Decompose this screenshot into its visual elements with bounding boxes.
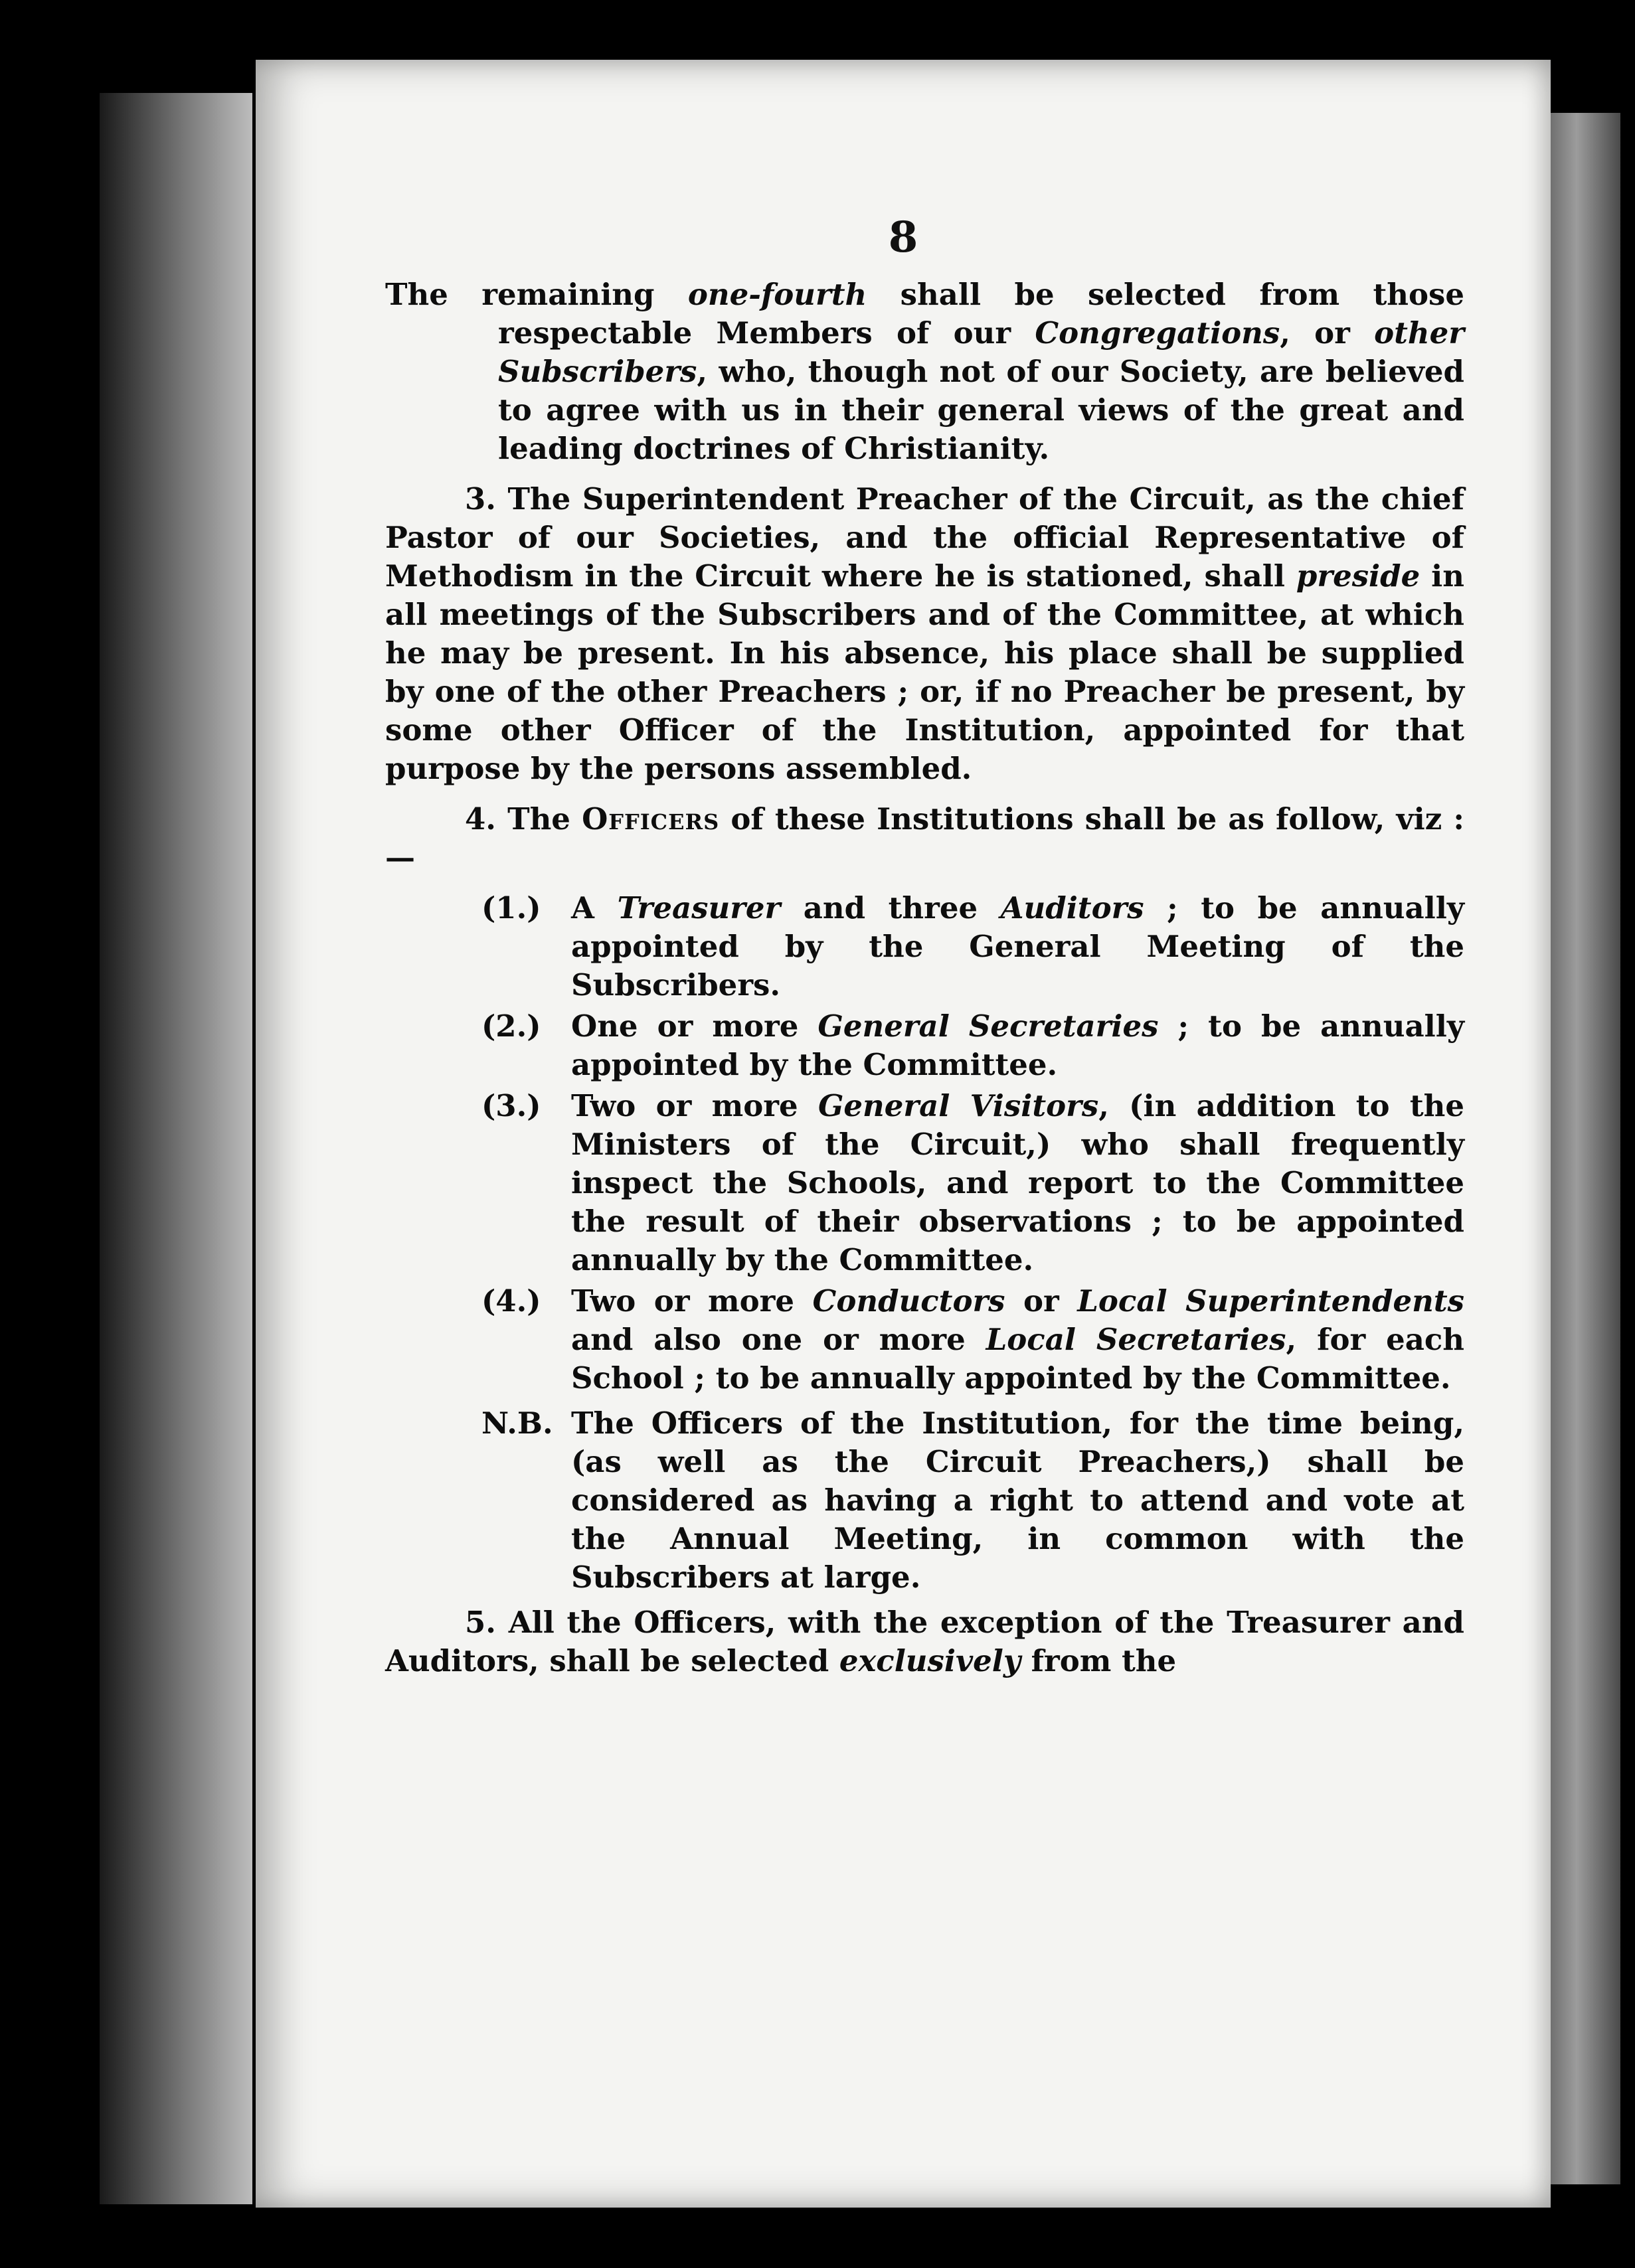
emphasis: Congregations xyxy=(1035,315,1280,351)
list-item-text: Two or more Conductors or Local Superintendents and also one or more Local Secretaries, for each School ; to be annually appointed by the Committee. xyxy=(571,1283,1464,1396)
emphasis: exclusively xyxy=(839,1643,1021,1678)
list-item-label: (2.) xyxy=(481,1009,541,1044)
list-item-label: (3.) xyxy=(481,1088,541,1123)
book-left-edge xyxy=(100,93,252,2204)
list-item-text: One or more General Secretaries ; to be annually appointed by the Committee. xyxy=(571,1009,1464,1082)
list-item-text: Two or more General Visitors, (in addition to the Ministers of the Circuit,) who shall frequently inspect the Schools, and report to the Committee the result of their observations ; to be appointed annually by the Committee. xyxy=(571,1088,1465,1277)
list-item xyxy=(385,1087,1464,1279)
page-number: 8 xyxy=(888,212,918,262)
book-right-edge xyxy=(1547,113,1620,2184)
small-caps-officers: Officers xyxy=(582,801,720,837)
list-item xyxy=(385,1282,1464,1398)
nota-bene-text: The Officers of the Institution, for the time being, (as well as the Circuit Preachers,) shall be considered as having a right to attend and vote at the Annual Meeting, in common with the Subscribers at large. xyxy=(571,1406,1464,1595)
emphasis: other Subscribers xyxy=(498,315,1464,389)
paragraph-4: 4. The Officers of these Institutions shall be as follow, viz :— xyxy=(385,801,1465,875)
list-item xyxy=(385,1007,1464,1084)
paragraph-3: 3. The Superintendent Preacher of the Circuit, as the chief Pastor of our Societies, and the official Representative of Methodism in the Circuit where he is stationed, shall preside in all meetings of the Subscribers and of the Committee, at which he may be present. In his absence, his place shall be supplied by one of the other Preachers ; or, if no Preacher be present, by some other Officer of the Institution, appointed for that purpose by the persons assembled. xyxy=(385,481,1464,786)
paragraph-lead: The xyxy=(385,277,448,312)
book-page xyxy=(256,60,1551,2208)
list-item-text: A Treasurer and three Auditors ; to be annually appointed by the General Meeting of the Subscribers. xyxy=(571,890,1464,1003)
nota-bene-label: N.B. xyxy=(481,1406,553,1441)
list-item-label: (4.) xyxy=(481,1283,541,1319)
emphasis: preside xyxy=(1296,558,1420,594)
paragraph-one-fourth: The remaining one-fourth shall be selected from those respectable Members of our Congregations, or other Subscribers, who, though not of our Society, are believed to agree with us in their general views of the great and leading doctrines of Christianity. xyxy=(385,277,1464,466)
list-item xyxy=(385,889,1464,1005)
paragraph-5: 5. All the Officers, with the exception of the Treasurer and Auditors, shall be selected exclusively from the xyxy=(385,1605,1464,1678)
officers-list xyxy=(385,889,1464,1398)
emphasis: one-fourth xyxy=(687,277,867,312)
page-body xyxy=(385,276,1464,1692)
nota-bene xyxy=(385,1404,1464,1597)
list-item-label: (1.) xyxy=(481,890,541,926)
